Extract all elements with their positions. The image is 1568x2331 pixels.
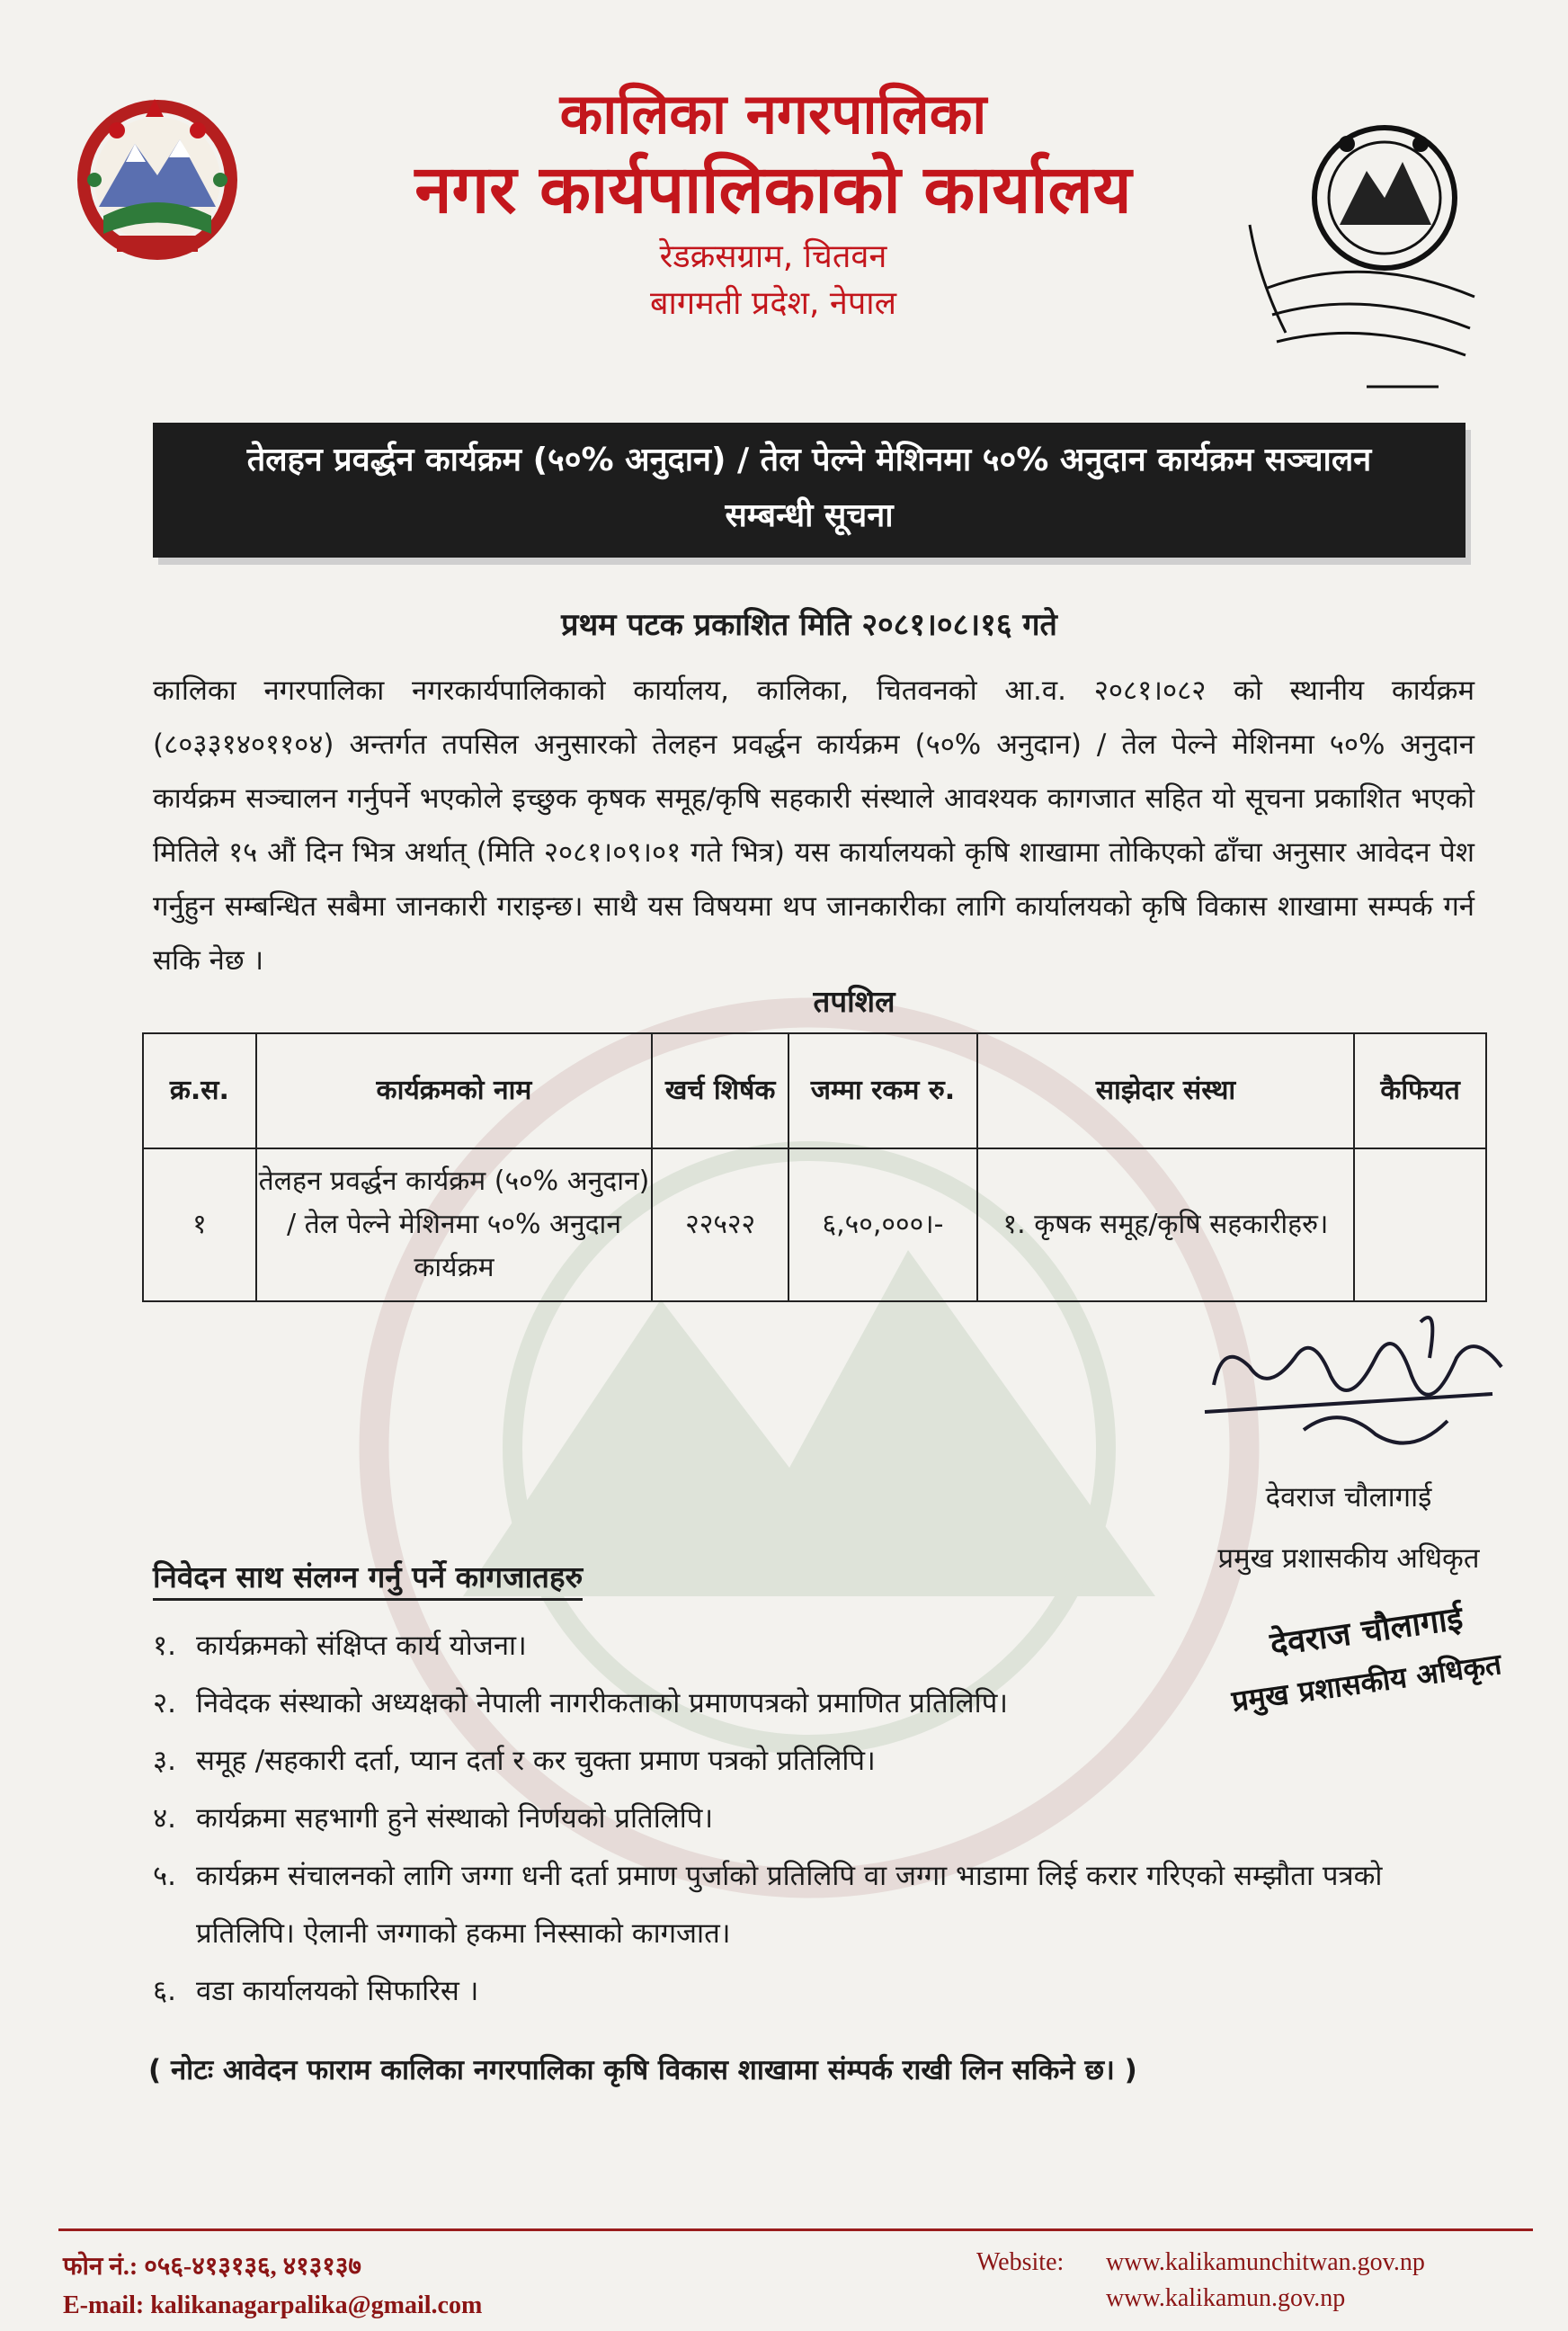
footer-divider [58, 2228, 1533, 2231]
list-item-text: कार्यक्रमा सहभागी हुने संस्थाको निर्णयको प्रतिलिपि। [196, 1802, 714, 1835]
col-serial: क्र.स. [143, 1033, 256, 1148]
cell-remarks [1354, 1148, 1486, 1301]
notice-body: कालिका नगरपालिका नगरकार्यपालिकाको कार्यालय, कालिका, चितवनको आ.व. २०८१।०८२ को स्थानीय कार्यक्रम (८०३३१४०११०४) अन्तर्गत तपसिल अनुसारको तेलहन प्रवर्द्धन कार्यक्रम (५०% अनुदान) / तेल पेल्ने मेशिनमा ५०% अनुदान कार्यक्रम सञ्चालन गर्नुपर्ने भएकोले इच्छुक कृषक समूह/कृषि सहकारी संस्थाले आवश्यक कागजात सहित यो सूचना प्रकाशित भएको मितिले १५ औं दिन भित्र अर्थात् (मिति २०८१।०९।०१ गते भित्र) यस कार्यालयको कृषि शाखामा तोकिएको ढाँचा अनुसार आवेदन पेश गर्नुहुन सम्बन्धित सबैमा जानकारी गराइन्छ। साथै यस विषयमा थप जानकारीका लागि कार्यालयको कृषि विकास शाखामा सम्पर्क गर्न सकि नेछ । [153, 674, 1474, 977]
table-caption: तपशिल [813, 984, 895, 1019]
footer-website-link-2[interactable]: www.kalikamun.gov.np [1106, 2284, 1346, 2312]
documents-heading: निवेदन साथ संलग्न गर्नु पर्ने कागजातहरु [153, 1556, 583, 1601]
footer-website-label: Website: [976, 2248, 1065, 2276]
col-program-name: कार्यक्रमको नाम [256, 1033, 652, 1148]
col-total-amount: जम्मा रकम रु. [788, 1033, 977, 1148]
address-line-2: बागमती प्रदेश, नेपाल [649, 285, 897, 322]
cell-partner: १. कृषक समूह/कृषि सहकारीहरु। [977, 1148, 1354, 1301]
list-item-number: ५. [153, 1860, 176, 1892]
list-item [153, 1790, 1483, 1847]
note-text: ( नोटः आवेदन फाराम कालिका नगरपालिका कृषि विकास शाखामा संम्पर्क राखी लिन सकिने छ। ) [148, 2054, 1137, 2086]
footer-email[interactable]: E-mail: kalikanagarpalika@gmail.com [63, 2291, 483, 2319]
list-item-text: कार्यक्रमको संक्षिप्त कार्य योजना। [196, 1630, 527, 1662]
cell-serial: १ [143, 1148, 256, 1301]
signature-icon [1196, 1304, 1519, 1466]
title-stamp: प्रमुख प्रशासकीय अधिकृत [1229, 1647, 1504, 1719]
office-stamp-icon [1232, 117, 1501, 414]
cell-program-name: तेलहन प्रवर्द्धन कार्यक्रम (५०% अनुदान) / तेल पेल्ने मेशिनमा ५०% अनुदान कार्यक्रम [256, 1148, 652, 1301]
list-item-number: ६. [153, 1975, 176, 2007]
list-item-number: २. [153, 1687, 176, 1719]
nepal-emblem-icon [63, 90, 252, 270]
name-stamp: देवराज चौलागाई [1268, 1600, 1466, 1664]
table-row [143, 1148, 1486, 1301]
footer-phone: फोन नं.: ०५६-४१३१३६, ४१३१३७ [63, 2253, 361, 2281]
org-name: कालिका नगरपालिका [559, 81, 987, 147]
list-item [153, 1617, 1483, 1675]
notice-title: तेलहन प्रवर्द्धन कार्यक्रम (५०% अनुदान) / तेल पेल्ने मेशिनमा ५०% अनुदान कार्यक्रम सञ्चालन [246, 442, 1372, 478]
footer-website-link-1[interactable]: www.kalikamunchitwan.gov.np [1106, 2248, 1425, 2276]
list-item-text: कार्यक्रम संचालनको लागि जग्गा धनी दर्ता प्रमाण पुर्जाको प्रतिलिपि वा जग्गा भाडामा लिई करार गरिएको सम्झौता पत्रको प्रतिलिपि। ऐलानी जग्गाको हकमा निस्साको कागजात। [196, 1860, 1383, 1950]
list-item-number: १. [153, 1630, 176, 1662]
list-item-text: समूह /सहकारी दर्ता, प्यान दर्ता र कर चुक्ता प्रमाण पत्रको प्रतिलिपि। [196, 1745, 876, 1777]
list-item-text: वडा कार्यालयको सिफारिस । [196, 1975, 479, 2007]
documents-list [153, 1617, 1483, 2020]
table-header-row [143, 1033, 1486, 1148]
notice-title-box [153, 423, 1466, 558]
cell-budget-head: २२५२२ [652, 1148, 788, 1301]
col-partner: साझेदार संस्था [977, 1033, 1354, 1148]
col-remarks: कैफियत [1354, 1033, 1486, 1148]
letterhead [297, 79, 1250, 327]
cell-total-amount: ६,५०,०००।- [788, 1148, 977, 1301]
list-item [153, 1962, 1483, 2020]
address-line-1: रेडक्रसग्राम, चितवन [659, 238, 887, 275]
signatory-name: देवराज चौलागाई [1265, 1481, 1432, 1514]
col-budget-head: खर्च शिर्षक [652, 1033, 788, 1148]
program-table [142, 1032, 1487, 1302]
publication-date: प्रथम पटक प्रकाशित मिति २०८१।०८।१६ गते [561, 607, 1057, 643]
list-item-text: निवेदक संस्थाको अध्यक्षको नेपाली नागरीकताको प्रमाणपत्रको प्रमाणित प्रतिलिपि। [196, 1687, 1009, 1719]
list-item [153, 1732, 1483, 1790]
notice-subtitle: सम्बन्धी सूचना [725, 497, 894, 534]
office-name: नगर कार्यपालिकाको कार्यालय [414, 151, 1132, 228]
signatory-title: प्रमुख प्रशासकीय अधिकृत [1217, 1542, 1480, 1575]
list-item [153, 1847, 1483, 1962]
list-item-number: ३. [153, 1745, 176, 1777]
list-item [153, 1675, 1483, 1732]
list-item-number: ४. [153, 1802, 176, 1835]
